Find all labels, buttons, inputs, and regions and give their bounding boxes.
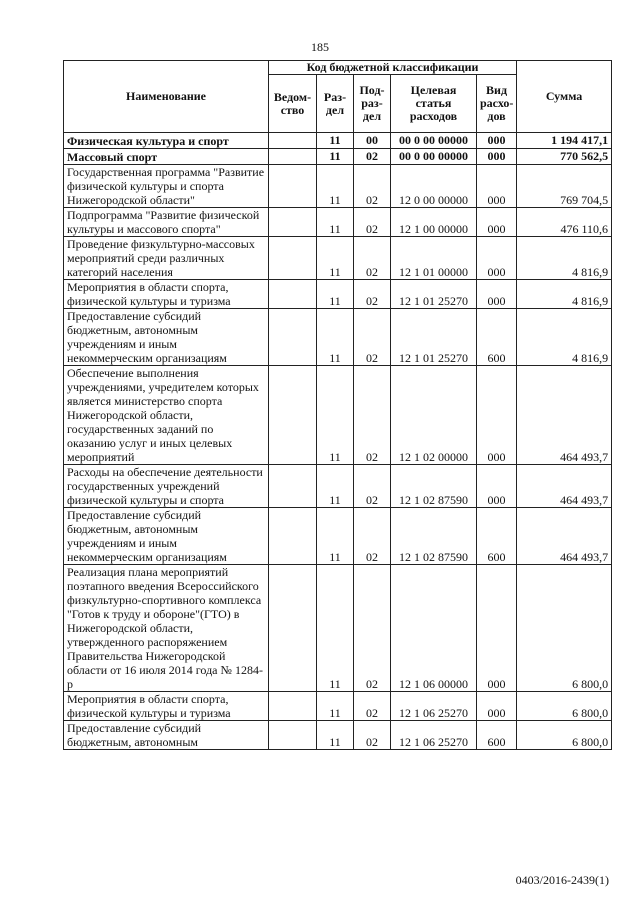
row-vedomstvo (269, 721, 317, 750)
column-header-target: Целевая статья расходов (391, 75, 477, 133)
row-podrazdel: 02 (354, 465, 391, 508)
row-razdel: 11 (317, 508, 354, 565)
row-name: Проведение физкультурно-массовых мероприятий среди различных категорий населения (64, 237, 269, 280)
table-row (64, 692, 612, 721)
row-sum: 476 110,6 (517, 208, 612, 237)
row-vid: 000 (477, 465, 517, 508)
row-name: Мероприятия в области спорта, физической культуры и туризма (64, 692, 269, 721)
page-number: 185 (311, 40, 329, 54)
row-sum: 1 194 417,1 (517, 133, 612, 149)
row-vid: 000 (477, 280, 517, 309)
row-vid: 000 (477, 165, 517, 208)
row-podrazdel: 00 (354, 133, 391, 149)
row-name: Расходы на обеспечение деятельности государственных учреждений физической культуры и спорта (64, 465, 269, 508)
row-sum: 6 800,0 (517, 692, 612, 721)
table-row (64, 465, 612, 508)
row-vid: 000 (477, 149, 517, 165)
table-row (64, 508, 612, 565)
row-target: 12 1 01 25270 (391, 280, 477, 309)
row-vid: 000 (477, 565, 517, 692)
row-vedomstvo (269, 565, 317, 692)
row-target: 12 1 01 25270 (391, 309, 477, 366)
row-target: 12 1 06 25270 (391, 692, 477, 721)
row-target: 00 0 00 00000 (391, 133, 477, 149)
table-row (64, 208, 612, 237)
row-razdel: 11 (317, 133, 354, 149)
row-sum: 4 816,9 (517, 309, 612, 366)
row-razdel: 11 (317, 280, 354, 309)
row-podrazdel: 02 (354, 208, 391, 237)
row-name: Предоставление субсидий бюджетным, автономным учреждениям и иным некоммерческим организациям (64, 309, 269, 366)
row-sum: 770 562,5 (517, 149, 612, 165)
row-vedomstvo (269, 280, 317, 309)
row-vid: 000 (477, 366, 517, 465)
column-header-vid: Вид расхо-дов (477, 75, 517, 133)
row-vedomstvo (269, 165, 317, 208)
row-podrazdel: 02 (354, 508, 391, 565)
table-body (64, 133, 612, 750)
row-vid: 600 (477, 309, 517, 366)
row-vedomstvo (269, 149, 317, 165)
column-header-vedomstvo: Ведом-ство (269, 75, 317, 133)
row-name: Массовый спорт (64, 149, 269, 165)
budget-table (63, 60, 612, 750)
row-target: 12 1 00 00000 (391, 208, 477, 237)
row-name: Подпрограмма "Развитие физической культуры и массового спорта" (64, 208, 269, 237)
row-razdel: 11 (317, 237, 354, 280)
row-vedomstvo (269, 366, 317, 465)
row-razdel: 11 (317, 565, 354, 692)
row-vid: 000 (477, 237, 517, 280)
row-vid: 000 (477, 692, 517, 721)
table-row (64, 309, 612, 366)
row-razdel: 11 (317, 465, 354, 508)
row-name: Физическая культура и спорт (64, 133, 269, 149)
row-sum: 4 816,9 (517, 280, 612, 309)
row-target: 12 1 02 87590 (391, 508, 477, 565)
column-header-code-group: Код бюджетной классификации (269, 61, 517, 75)
row-vedomstvo (269, 309, 317, 366)
table-row (64, 280, 612, 309)
row-razdel: 11 (317, 208, 354, 237)
row-sum: 464 493,7 (517, 366, 612, 465)
column-header-podrazdel: Под-раз-дел (354, 75, 391, 133)
row-vid: 600 (477, 508, 517, 565)
table-row (64, 721, 612, 750)
row-name: Государственная программа "Развитие физической культуры и спорта Нижегородской области" (64, 165, 269, 208)
row-target: 12 1 02 87590 (391, 465, 477, 508)
column-header-razdel: Раз-дел (317, 75, 354, 133)
row-razdel: 11 (317, 366, 354, 465)
row-vid: 000 (477, 208, 517, 237)
row-razdel: 11 (317, 149, 354, 165)
row-razdel: 11 (317, 165, 354, 208)
row-vedomstvo (269, 508, 317, 565)
row-vid: 000 (477, 133, 517, 149)
row-sum: 6 800,0 (517, 721, 612, 750)
row-target: 12 1 06 00000 (391, 565, 477, 692)
table-row (64, 165, 612, 208)
document-code: 0403/2016-2439(1) (515, 873, 609, 887)
row-vedomstvo (269, 237, 317, 280)
row-target: 12 1 02 00000 (391, 366, 477, 465)
row-target: 00 0 00 00000 (391, 149, 477, 165)
row-vid: 600 (477, 721, 517, 750)
row-podrazdel: 02 (354, 565, 391, 692)
column-header-name: Наименование (64, 61, 269, 133)
row-podrazdel: 02 (354, 280, 391, 309)
table-row (64, 366, 612, 465)
row-razdel: 11 (317, 692, 354, 721)
row-name: Мероприятия в области спорта, физической культуры и туризма (64, 280, 269, 309)
table-row (64, 237, 612, 280)
row-name: Предоставление субсидий бюджетным, автономным учреждениям и иным некоммерческим организациям (64, 508, 269, 565)
row-sum: 464 493,7 (517, 508, 612, 565)
row-podrazdel: 02 (354, 309, 391, 366)
row-podrazdel: 02 (354, 366, 391, 465)
row-target: 12 1 06 25270 (391, 721, 477, 750)
row-podrazdel: 02 (354, 692, 391, 721)
row-podrazdel: 02 (354, 165, 391, 208)
row-podrazdel: 02 (354, 237, 391, 280)
row-sum: 4 816,9 (517, 237, 612, 280)
row-vedomstvo (269, 208, 317, 237)
row-sum: 769 704,5 (517, 165, 612, 208)
row-sum: 464 493,7 (517, 465, 612, 508)
row-vedomstvo (269, 133, 317, 149)
row-name: Обеспечение выполнения учреждениями, учредителем которых является министерство спорта Нижегородской области, государственных заданий по оказанию услуг и иных целевых мероприятий (64, 366, 269, 465)
row-name: Предоставление субсидий бюджетным, автономным (64, 721, 269, 750)
row-vedomstvo (269, 692, 317, 721)
row-razdel: 11 (317, 309, 354, 366)
row-target: 12 0 00 00000 (391, 165, 477, 208)
table-row (64, 133, 612, 149)
row-vedomstvo (269, 465, 317, 508)
row-sum: 6 800,0 (517, 565, 612, 692)
row-podrazdel: 02 (354, 721, 391, 750)
column-header-sum: Сумма (517, 61, 612, 133)
table-row (64, 565, 612, 692)
table-row (64, 149, 612, 165)
row-name: Реализация плана мероприятий поэтапного введения Всероссийского физкультурно-спортивного комплекса "Готов к труду и обороне"(ГТО) в Нижегородской области, утвержденного распоряжением Правительства Нижегородской области от 16 июля 2014 года № 1284-р (64, 565, 269, 692)
row-target: 12 1 01 00000 (391, 237, 477, 280)
row-podrazdel: 02 (354, 149, 391, 165)
row-razdel: 11 (317, 721, 354, 750)
